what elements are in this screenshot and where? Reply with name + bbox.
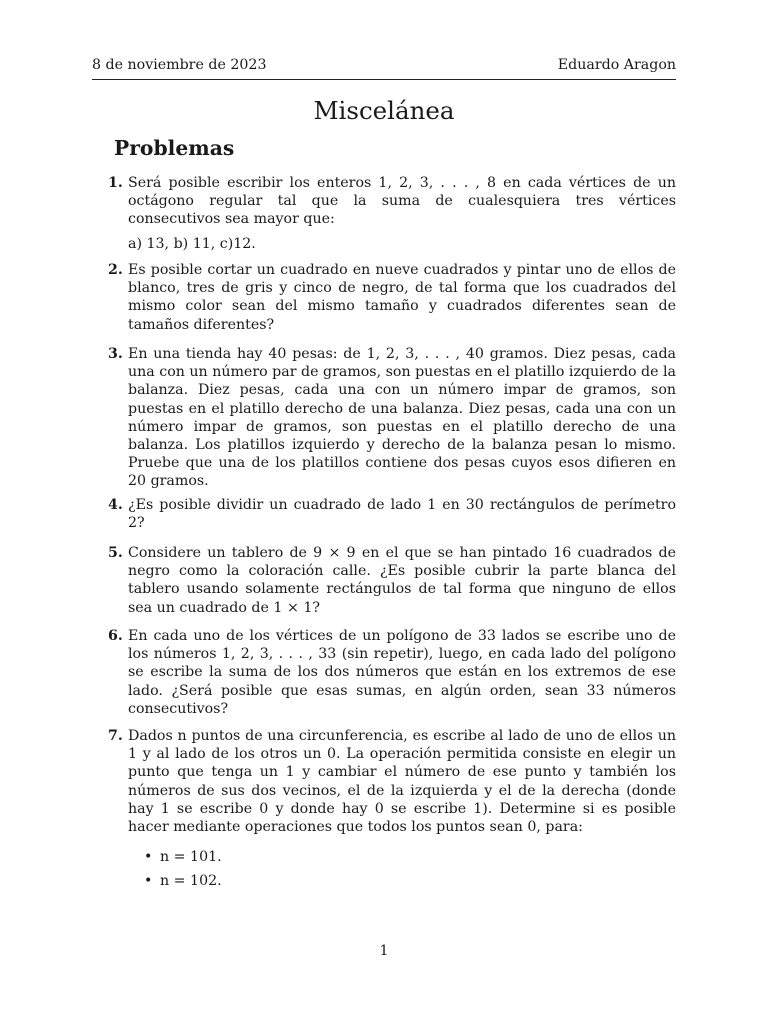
problem-6: [92, 627, 676, 718]
problem-number: 7.: [108, 728, 123, 744]
problem-3: [92, 345, 676, 491]
problem-options: a) 13, b) 11, c)12.: [128, 235, 256, 252]
page-number: 1: [379, 943, 389, 959]
problem-text: En una tienda hay 40 pesas: de 1, 2, 3, . . . , 40 gramos. Diez pesas, cada una con un número par de gramos, son puestas en el platillo izquierdo de la balanza. Diez pesas, cada una con un número impar de gramos, son puestas en el platillo derecho de una balanza. Diez pesas, cada una con un número impar de gramos, son puestas en el platillo derecho de una balanza. Los platillos izquierdo y derecho de la balanza pesan lo mismo. Pruebe que una de los platillos contiene dos pesas cuyos esos difieren en 20 gramos.: [128, 346, 676, 490]
problem-text: Es posible cortar un cuadrado en nueve cuadrados y pintar uno de ellos de blanco, tres de gris y cinco de negro, de tal forma que los cuadrados del mismo color sean del mismo tamaño y cuadrados diferentes sean de tamaños diferentes?: [128, 262, 676, 333]
problem-number: 3.: [108, 346, 123, 362]
section-title: Problemas: [114, 136, 235, 160]
bullet-text: n = 102.: [160, 873, 222, 890]
problem-text: En cada uno de los vértices de un polígono de 33 lados se escribe uno de los números 1, 2, 3, . . . , 33 (sin repetir), luego, en cada lado del polígono se escribe la suma de los dos números que están en los extremos de ese lado. ¿Será posible que esas sumas, en algún orden, sean 33 números consecutivos?: [128, 628, 676, 717]
problem-text: Será posible escribir los enteros 1, 2, 3, . . . , 8 en cada vértices de un octágono regular tal que la suma de cualesquiera tres vértices consecutivos sea mayor que:: [128, 175, 676, 228]
problem-2: [92, 261, 676, 334]
problem-text: ¿Es posible dividir un cuadrado de lado 1 en 30 rectángulos de perímetro 2?: [128, 497, 676, 532]
list-item: [144, 848, 676, 866]
page-title: Miscelánea: [313, 96, 455, 125]
bullet-text: n = 101.: [160, 849, 222, 866]
problem-4: [92, 496, 676, 532]
problem-number: 2.: [108, 262, 123, 278]
list-item: [144, 872, 676, 890]
problem-5: [92, 544, 676, 617]
problem-number: 6.: [108, 628, 123, 644]
problem-bullet-list: [144, 848, 676, 890]
header-author: Eduardo Aragon: [557, 57, 676, 73]
problem-number: 4.: [108, 497, 123, 513]
problem-number: 1.: [108, 175, 123, 191]
header-date: 8 de noviembre de 2023: [92, 57, 267, 73]
problem-7: [92, 727, 676, 897]
problem-number: 5.: [108, 545, 123, 561]
header-rule: [92, 79, 676, 80]
problem-text: Dados n puntos de una circunferencia, es escribe al lado de uno de ellos un 1 y al lado de los otros un 0. La operación permitida consiste en elegir un punto que tenga un 1 y cambiar el número de ese punto y también los números de sus dos vecinos, el de la izquierda y el de la derecha (donde hay 1 se escribe 0 y donde hay 0 se escribe 1). Determine si es posible hacer mediante operaciones que todos los puntos sean 0, para:: [128, 728, 676, 836]
bullet-icon: •: [144, 849, 153, 866]
bullet-icon: •: [144, 873, 153, 890]
problem-text: Considere un tablero de 9 × 9 en el que se han pintado 16 cuadrados de negro como la coloración calle. ¿Es posible cubrir la parte blanca del tablero usando solamente rectángulos de tal forma que ninguno de ellos sea un cuadrado de 1 × 1?: [128, 545, 676, 616]
problem-1: [92, 174, 676, 253]
